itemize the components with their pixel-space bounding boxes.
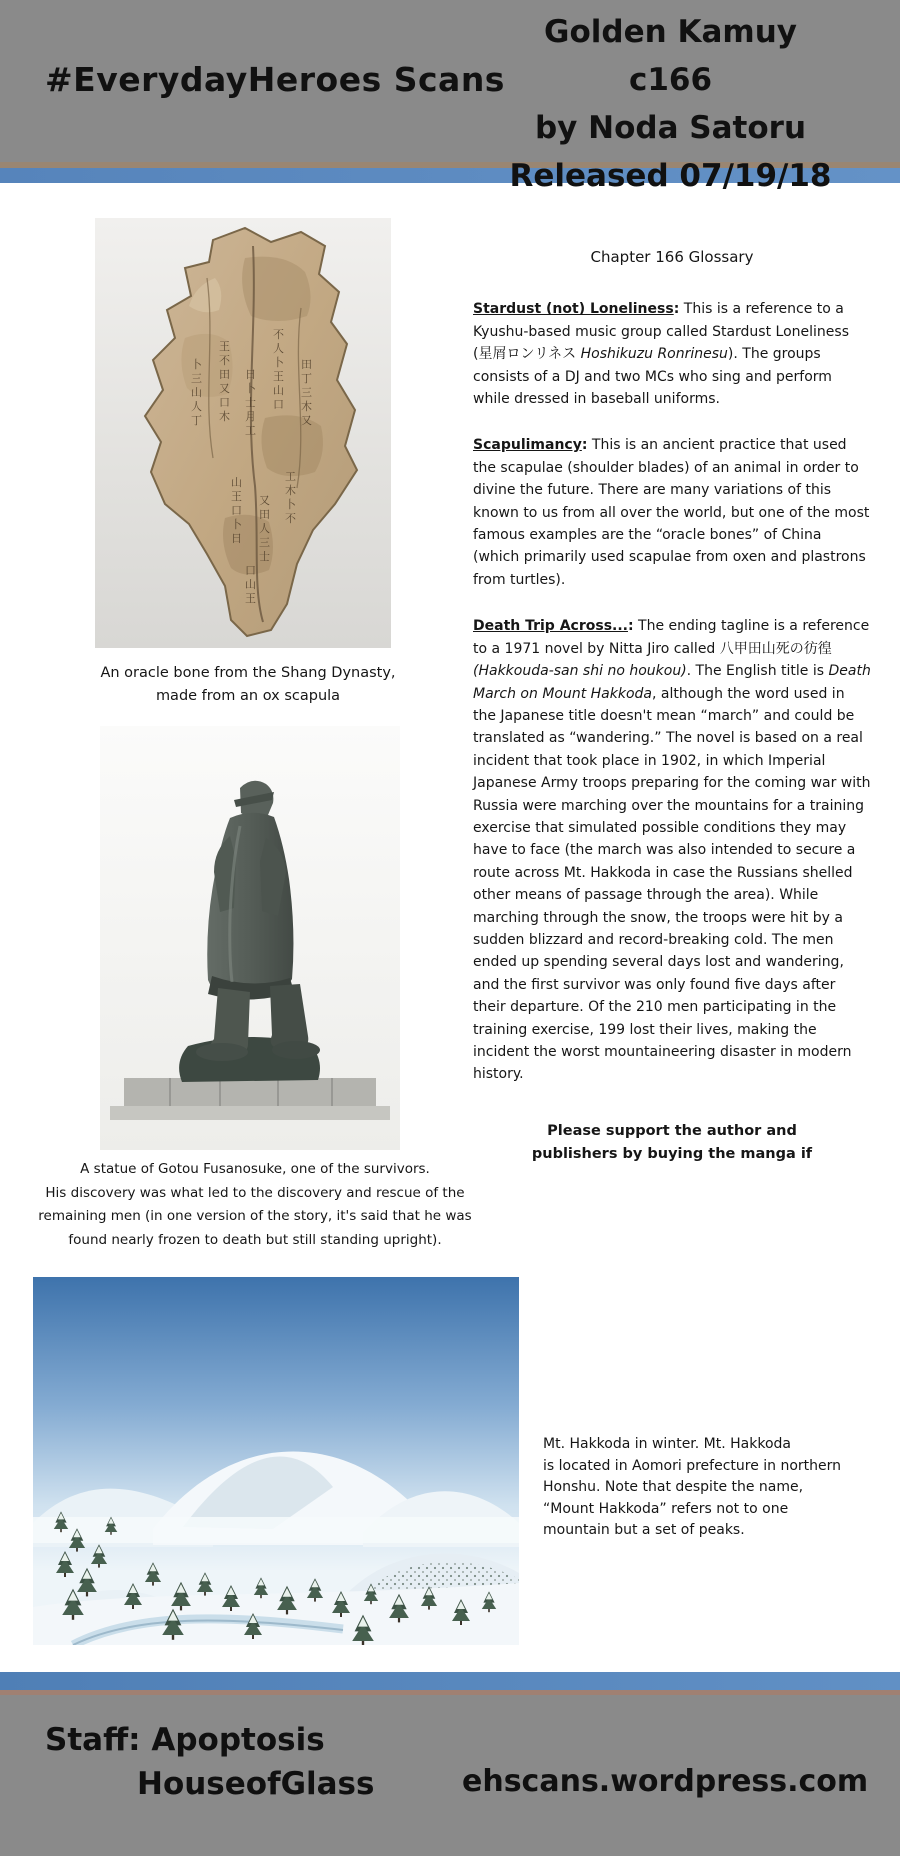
svg-text:工木卜不: 工木卜不: [285, 470, 296, 525]
group-website: ehscans.wordpress.com: [462, 1764, 869, 1799]
statue-caption: A statue of Gotou Fusanosuke, one of the survivors. His discovery was what led to the discovery and rescue of the remaining men (in one version of the story, it's said that he was found nearly frozen to death but still standing upright).: [38, 1161, 472, 1248]
glossary-entry: Death Trip Across...: The ending tagline is a reference to a 1971 novel by Nitta Jiro called 八甲田山死の彷徨 (Hakkouda-san shi no houkou). The English title is Death March on Mount Hakkoda, although the word used in the Japanese title doesn't mean “march” and could be translated as “wandering.” The novel is based on a real incident that took place in 1902, in which Imperial Japanese Army troops preparing for the coming war with Russia were marching over the mountains for a training exercise that simulated possible conditions they may have to face (the march was also intended to secure a route across Mt. Hakkoda in case the Russians shelled other means of passage through the area). While marching through the snow, the troops were hit by a sudden blizzard and record-breaking cold. The men ended up spending several days lost and wandering, and the first survivor was only found five days after their departure. Of the 210 men participating in the training exercise, 199 lost their lives, making the incident the worst mountaineering disaster in modern history.: [473, 618, 871, 1083]
manga-title: Golden Kamuy c166: [544, 14, 797, 98]
glossary-entries: [473, 298, 871, 1085]
winter-photo: [33, 1277, 519, 1645]
svg-text:王不田又口木: 王不田又口木: [219, 340, 230, 423]
bottom-blue-divider: [0, 1672, 900, 1690]
scan-group-title: #EverydayHeroes Scans: [45, 60, 505, 99]
staff-credit-line2: HouseofGlass: [137, 1766, 375, 1802]
glossary-heading: Chapter 166 Glossary: [590, 248, 754, 266]
release-date: Released 07/19/18: [509, 158, 832, 194]
svg-text:卜三山人丁: 卜三山人丁: [191, 358, 202, 427]
svg-text:口山王: 口山王: [245, 564, 256, 605]
support-note: Please support the author and publishers by buying the manga if: [531, 1122, 813, 1162]
oracle-bone-caption: An oracle bone from the Shang Dynasty, made from an ox scapula: [100, 665, 396, 704]
release-info: [498, 8, 843, 200]
svg-text:山王口卜日: 山王口卜日: [231, 476, 242, 545]
staff-credit-line1: Staff: Apoptosis: [45, 1722, 325, 1758]
hakkoda-caption: Mt. Hakkoda in winter. Mt. Hakkoda is located in Aomori prefecture in northern Honshu. Note that despite the name, “Mount Hakkoda” refers not to one mountain but a set of peaks.: [543, 1436, 842, 1538]
manga-author: by Noda Satoru: [534, 110, 807, 146]
glossary-column: [473, 246, 871, 1166]
svg-text:日卜士月工: 日卜士月工: [245, 368, 256, 437]
svg-text:又田人三士: 又田人三士: [259, 494, 270, 563]
svg-text:田丁三木又: 田丁三木又: [301, 358, 312, 427]
statue-photo: [100, 726, 400, 1150]
svg-text:不人卜王山口: 不人卜王山口: [273, 328, 284, 411]
glossary-entry: Stardust (not) Loneliness: This is a reference to a Kyushu-based music group called Stardust Loneliness (星屑ロンリネス Hoshikuzu Ronrinesu). The groups consists of a DJ and two MCs who sing and perform while dressed in baseball uniforms.: [473, 301, 849, 408]
glossary-entry: Scapulimancy: This is an ancient practice that used the scapulae (shoulder blades) of an animal in order to divine the future. There are many variations of this known to us from all over the world, but one of the most famous examples are the “oracle bones” of China (which primarily used scapulae from oxen and plastrons from turtles).: [473, 437, 870, 588]
oracle-bone-photo: [95, 218, 391, 648]
